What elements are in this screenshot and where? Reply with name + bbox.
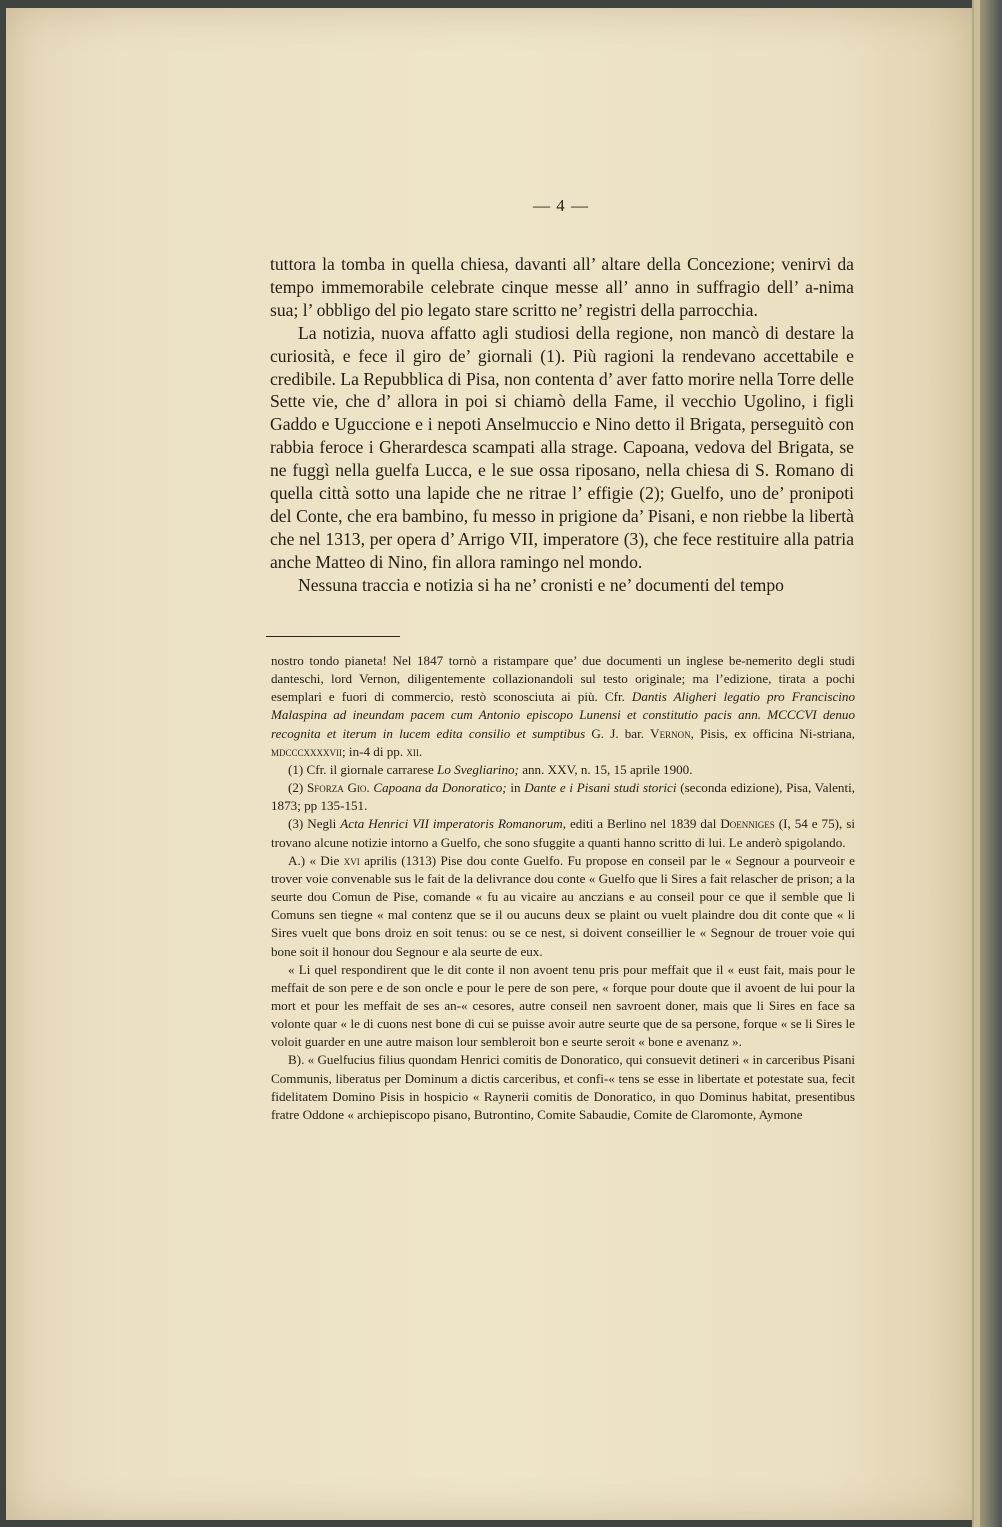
footnote-3-text-a: (3) Negli bbox=[288, 816, 337, 832]
footnote-1-text-a: (1) Cfr. il giornale carrarese bbox=[288, 761, 434, 777]
footnote-1-text-b: ann. XXV, n. 15, 15 aprile 1900. bbox=[522, 761, 693, 777]
footnote-2-text-c: (seconda edizione), Pisa, Valenti, 1873; pp 135-151. bbox=[271, 780, 856, 814]
footnotes bbox=[271, 652, 855, 1124]
footnote-3-text-c: (I, 54 e 75), si trovano alcune notizie intorno a Guelfo, che sono sfuggite a quanti hanno scritto di lui. Le anderò spigolando. bbox=[271, 816, 855, 850]
footnote-0-title: Dantis Aligheri legatio pro Franciscino Malaspina ad ineundam pacem cum Antonio episcopo Lunensi et constitutio pacis ann. MCCCVI denuo recognita et iterum in lucem edita consilio et sumptibus bbox=[271, 689, 855, 741]
footnote-2-title-2: Dante e i Pisani studi storici bbox=[524, 780, 677, 796]
page-number: — 4 — bbox=[533, 196, 589, 215]
footnote-1 bbox=[271, 761, 855, 779]
footnote-a-date: xvi bbox=[343, 852, 360, 868]
book-edge bbox=[972, 0, 1002, 1527]
footnote-rule bbox=[266, 636, 400, 637]
footnote-2 bbox=[271, 779, 855, 815]
footnote-0-text-d: ; in-4 di pp. bbox=[342, 743, 404, 759]
footnote-0-end: . bbox=[418, 743, 423, 759]
footnote-1-title: Lo Svegliarino; bbox=[437, 761, 519, 777]
footnote-3-text-b: editi a Berlino nel 1839 dal bbox=[569, 816, 717, 832]
footnote-a-text-b: aprilis (1313) Pise dou conte Guelfo. Fu propose en conseil par le « Segnour a pourveoir e trover voie convenable sus le fait de la delivrance dou conte « Guelfo que li Sires a fait relascher de prison; a la seurte dou Comun de Pise, comande « fu au vicaire au anczians e au conseil pour ce que il semble que li Comuns sen tiegne « mal contenz que se il ou aucuns deux se plaint ou vuelt plaindre dou dit conte que « li Sires vuelt que bons droiz en soit tenus: ou se ce nest, si doivent conseillier le « Segnour de trouer voie qui bone soit il honour dou Segnour e ala seurte de eux. bbox=[271, 852, 855, 959]
footnote-3 bbox=[271, 815, 855, 851]
footnote-a bbox=[271, 852, 855, 961]
paragraph-2: La notizia, nuova affatto agli studiosi della regione, non mancò di destare la curiosità, e fece il giro de’ giornali (1). Più ragioni la rendevano accettabile e credibile. La Repubblica di Pisa, non contenta d’ aver fatto morire nella Torre delle Sette vie, che d’ allora in poi si chiamò della Fame, il vecchio Ugolino, i figli Gaddo e Uguccione e i nepoti Anselmuccio e Nino detto il Brigata, perseguitò con rabbia feroce i Gherardesca scampati alla strage. Capoana, vedova del Brigata, se ne fuggì nella guelfa Lucca, e le sue ossa riposano, nella chiesa di S. Romano di quella città sotto una lapide che ne ritrae l’ effigie (2); Guelfo, uno de’ pronipoti del Conte, che era bambino, fu messo in prigione da’ Pisani, e non riebbe la libertà che nel 1313, per opera d’ Arrigo VII, imperatore (3), che fece restituire alla patria anche Matteo di Nino, fin allora ramingo nel mondo. bbox=[270, 322, 854, 572]
footnote-2-title: Capoana da Donoratico; bbox=[373, 780, 507, 796]
paragraph-1: tuttora la tomba in quella chiesa, davanti all’ altare della Concezione; venirvi da tempo immemorabile celebrate cinque messe all’ anno in suffragio dell’ a-nima sua; l’ obbligo del pio legato stare scritto ne’ registri della parrocchia. bbox=[270, 254, 854, 320]
footnote-b: B). « Guelfucius filius quondam Henrici comitis de Donoratico, qui consuevit detineri « in carceribus Pisani Communis, liberatus per Dominum a dictis carceribus, et confi-« tens se esse in libertate et potestate sua, fecit fidelitatem Domino Pisis in hospicio « Raynerii comitis de Donoratico, in quo Dominus habitat, presentibus fratre Oddone « archiepiscopo pisano, Butrontino, Comite Sabaudie, Comite de Claromonte, Aymone bbox=[271, 1052, 855, 1122]
footnote-0-text-b: G. J. bar. bbox=[591, 725, 645, 741]
footnote-0-text-a: nostro tondo pianeta! Nel 1847 tornò a ristampare que’ due documenti un inglese be-nemerito degli studi danteschi, lord Vernon, diligentemente collazionandoli sul testo originale; ma l’edizione, tirata a pochi esemplari e fuori di commercio, restò sconosciuta ai più. Cfr. bbox=[271, 653, 855, 705]
footnote-3-author: Doenniges bbox=[720, 816, 775, 832]
footnote-0-year: mdcccxxxxvii bbox=[271, 743, 343, 759]
book-edge-strip bbox=[974, 0, 980, 1527]
footnote-2-author: Sforza Gio. bbox=[306, 780, 370, 796]
footnote-a-text-a: A.) « Die bbox=[288, 852, 340, 868]
footnote-0-pages: xii bbox=[406, 743, 419, 759]
footnote-0-text-c: , Pisis, ex officina Ni-striana, bbox=[690, 725, 855, 741]
footnote-continuation bbox=[271, 652, 855, 761]
footnote-3-title: Acta Henrici VII imperatoris Romanorum, bbox=[340, 816, 566, 832]
footnote-0-author: Vernon bbox=[650, 725, 691, 741]
footnote-2-text-a: (2) bbox=[288, 780, 304, 796]
footnote-a-continued: « Li quel respondirent que le dit conte il non avoent tenu pris pour meffait que il « eust fait, mais pour le meffait de son pere e de son oncle e pour le pere de son pere, « forque pour doute que il avoent de lui pour la mort et pour les meffait de ses an-« cesores, autre conseil nen savroent doner, mais que li Sires en face sa volonte quar « le di cuons nest bone di cui se puisse avoir autre seurte que de sa persone, forque « se li Sires le voloit guarder en une autre maison lour sembleroit bon e seurte seroit « bone e avenanz ». bbox=[271, 961, 855, 1050]
footnote-2-text-b: in bbox=[510, 780, 521, 796]
paragraph-3: Nessuna traccia e notizia si ha ne’ cronisti e ne’ documenti del tempo bbox=[298, 574, 784, 595]
main-text bbox=[270, 253, 854, 597]
